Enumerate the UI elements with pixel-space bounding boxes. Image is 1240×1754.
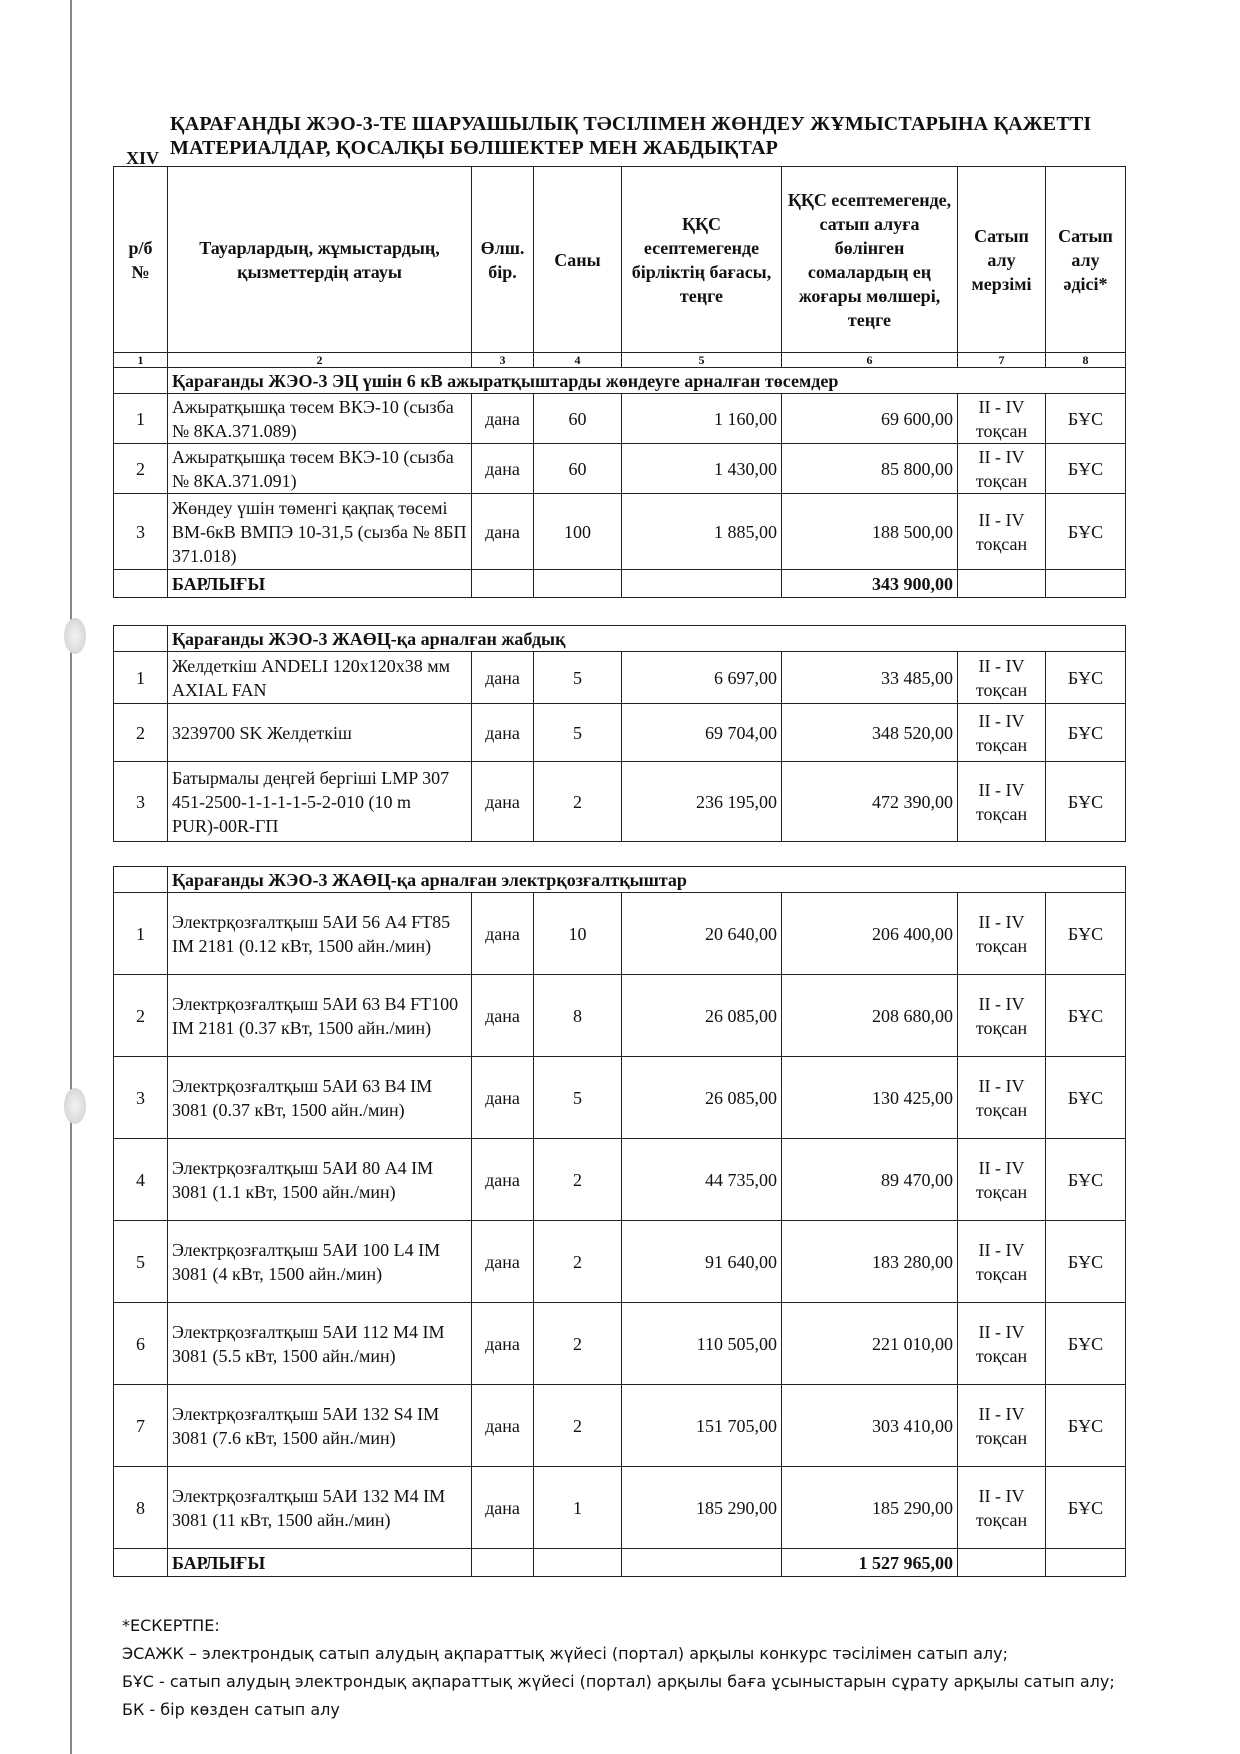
item-name: Электрқозғалтқыш 5АИ 100 L4 IM 3081 (4 кВт, 1500 айн./мин) [168, 1221, 472, 1303]
item-method: БҰС [1046, 1385, 1126, 1467]
item-qty: 1 [534, 1467, 622, 1549]
section-title: Қарағанды ЖЭО-3 ЭЦ үшін 6 кВ ажыратқыштарды жөндеуге арналған төсемдер [168, 368, 1126, 394]
item-unit: дана [472, 1139, 534, 1221]
table-row [114, 1057, 1126, 1139]
item-period: II - IV тоқсан [958, 762, 1046, 842]
item-unit: дана [472, 1221, 534, 1303]
col-header-qty: Саны [534, 167, 622, 353]
table-row [114, 394, 1126, 444]
margin-line [70, 0, 72, 1754]
item-name: Электрқозғалтқыш 5АИ 132 М4 IM 3081 (11 кВт, 1500 айн./мин) [168, 1467, 472, 1549]
item-unit: дана [472, 975, 534, 1057]
table-row [114, 893, 1126, 975]
item-method: БҰС [1046, 444, 1126, 494]
item-price: 1 160,00 [622, 394, 782, 444]
col-header-number: р/б № [114, 167, 168, 353]
item-method: БҰС [1046, 394, 1126, 444]
table-row [114, 1221, 1126, 1303]
item-period: II - IV тоқсан [958, 1385, 1046, 1467]
col-num: 3 [472, 353, 534, 368]
table-row [114, 1139, 1126, 1221]
item-sum: 130 425,00 [782, 1057, 958, 1139]
item-period: II - IV тоқсан [958, 1303, 1046, 1385]
table-row [114, 494, 1126, 570]
punch-hole [64, 618, 86, 654]
row-number: 1 [114, 394, 168, 444]
materials-table-2 [113, 625, 1126, 842]
item-price: 1 430,00 [622, 444, 782, 494]
item-sum: 188 500,00 [782, 494, 958, 570]
item-qty: 2 [534, 1221, 622, 1303]
table-row [114, 652, 1126, 704]
col-num: 2 [168, 353, 472, 368]
item-method: БҰС [1046, 494, 1126, 570]
title-line-1: ҚАРАҒАНДЫ ЖЭО-3-ТЕ ШАРУАШЫЛЫҚ ТӘСІЛІМЕН ЖӨНДЕУ ЖҰМЫСТАРЫНА ҚАЖЕТТІ [170, 113, 1092, 135]
item-sum: 206 400,00 [782, 893, 958, 975]
item-price: 6 697,00 [622, 652, 782, 704]
item-name: Электрқозғалтқыш 5АИ 80 А4 IM 3081 (1.1 кВт, 1500 айн./мин) [168, 1139, 472, 1221]
total-row [114, 570, 1126, 598]
row-number: 7 [114, 1385, 168, 1467]
item-name: Ажыратқышқа төсем ВКЭ-10 (сызба № 8КА.371.091) [168, 444, 472, 494]
item-unit: дана [472, 893, 534, 975]
item-unit: дана [472, 394, 534, 444]
row-number: 4 [114, 1139, 168, 1221]
item-method: БҰС [1046, 893, 1126, 975]
item-name: Электрқозғалтқыш 5АИ 63 В4 IM 3081 (0.37 кВт, 1500 айн./мин) [168, 1057, 472, 1139]
item-method: БҰС [1046, 1467, 1126, 1549]
item-method: БҰС [1046, 762, 1126, 842]
row-number: 5 [114, 1221, 168, 1303]
col-header-unit-price: ҚҚС есептемегенде бірліктің бағасы, теңге [622, 167, 782, 353]
table-row [114, 444, 1126, 494]
item-qty: 5 [534, 1057, 622, 1139]
item-unit: дана [472, 1303, 534, 1385]
table-row [114, 1467, 1126, 1549]
item-price: 26 085,00 [622, 975, 782, 1057]
item-price: 1 885,00 [622, 494, 782, 570]
item-price: 185 290,00 [622, 1467, 782, 1549]
table-row [114, 762, 1126, 842]
section-row [114, 368, 1126, 394]
col-header-period: Сатып алу мерзімі [958, 167, 1046, 353]
row-number: 2 [114, 975, 168, 1057]
item-unit: дана [472, 444, 534, 494]
item-unit: дана [472, 1385, 534, 1467]
row-number: 8 [114, 1467, 168, 1549]
header-row [114, 167, 1126, 353]
section-row [114, 626, 1126, 652]
item-sum: 348 520,00 [782, 704, 958, 762]
item-period: II - IV тоқсан [958, 1139, 1046, 1221]
materials-table-3 [113, 866, 1126, 1577]
item-sum: 89 470,00 [782, 1139, 958, 1221]
col-header-name: Тауарлардың, жұмыстардың, қызметтердің атауы [168, 167, 472, 353]
footnote [122, 1612, 1115, 1724]
document-title [170, 112, 1091, 160]
row-number: 3 [114, 1057, 168, 1139]
section-title: Қарағанды ЖЭО-3 ЖАӨЦ-қа арналған жабдық [168, 626, 1126, 652]
item-sum: 69 600,00 [782, 394, 958, 444]
col-num: 7 [958, 353, 1046, 368]
col-num: 8 [1046, 353, 1126, 368]
item-method: БҰС [1046, 1303, 1126, 1385]
item-price: 236 195,00 [622, 762, 782, 842]
item-qty: 2 [534, 1385, 622, 1467]
row-number: 6 [114, 1303, 168, 1385]
materials-table-1 [113, 166, 1126, 598]
item-price: 26 085,00 [622, 1057, 782, 1139]
item-price: 110 505,00 [622, 1303, 782, 1385]
col-header-max-sum: ҚҚС есептемегенде, сатып алуға бөлінген сомалардың ең жоғары мөлшері, теңге [782, 167, 958, 353]
item-sum: 221 010,00 [782, 1303, 958, 1385]
item-qty: 5 [534, 652, 622, 704]
punch-hole [64, 1088, 86, 1124]
item-name: Электрқозғалтқыш 5АИ 112 М4 IM 3081 (5.5 кВт, 1500 айн./мин) [168, 1303, 472, 1385]
item-period: II - IV тоқсан [958, 975, 1046, 1057]
item-name: Батырмалы деңгей бергіші LMP 307 451-2500-1-1-1-1-5-2-010 (10 m PUR)-00R-ГП [168, 762, 472, 842]
item-qty: 100 [534, 494, 622, 570]
item-sum: 185 290,00 [782, 1467, 958, 1549]
section-title: Қарағанды ЖЭО-3 ЖАӨЦ-қа арналған электрқозғалтқыштар [168, 867, 1126, 893]
row-number: 1 [114, 893, 168, 975]
item-period: II - IV тоқсан [958, 444, 1046, 494]
col-header-unit: Өлш. бір. [472, 167, 534, 353]
table-row [114, 704, 1126, 762]
footnote-line: ЭСАЖК – электрондық сатып алудың ақпараттық жүйесі (портал) арқылы конкурс тәсілімен сатып алу; [122, 1644, 1009, 1663]
item-method: БҰС [1046, 1057, 1126, 1139]
item-unit: дана [472, 1467, 534, 1549]
total-value: 1 527 965,00 [782, 1549, 958, 1577]
item-period: II - IV тоқсан [958, 893, 1046, 975]
document-header [120, 112, 1130, 170]
item-qty: 60 [534, 394, 622, 444]
table-row [114, 975, 1126, 1057]
item-price: 44 735,00 [622, 1139, 782, 1221]
item-qty: 5 [534, 704, 622, 762]
footnote-line: БК - бір көзден сатып алу [122, 1700, 340, 1719]
item-qty: 8 [534, 975, 622, 1057]
col-num: 5 [622, 353, 782, 368]
total-value: 343 900,00 [782, 570, 958, 598]
item-sum: 472 390,00 [782, 762, 958, 842]
item-name: Жөндеу үшін төменгі қақпақ төсемі ВМ-6кВ ВМПЭ 10-31,5 (сызба № 8БП 371.018) [168, 494, 472, 570]
row-number: 3 [114, 494, 168, 570]
item-unit: дана [472, 704, 534, 762]
item-method: БҰС [1046, 1221, 1126, 1303]
row-number: 1 [114, 652, 168, 704]
section-number: XIV [126, 148, 160, 168]
item-qty: 2 [534, 762, 622, 842]
item-period: II - IV тоқсан [958, 652, 1046, 704]
row-number: 3 [114, 762, 168, 842]
item-period: II - IV тоқсан [958, 394, 1046, 444]
item-method: БҰС [1046, 704, 1126, 762]
footnote-heading: *ЕСКЕРТПЕ: [122, 1616, 220, 1635]
item-period: II - IV тоқсан [958, 1467, 1046, 1549]
item-unit: дана [472, 762, 534, 842]
item-method: БҰС [1046, 975, 1126, 1057]
item-name: Электрқозғалтқыш 5АИ 132 S4 IM 3081 (7.6 кВт, 1500 айн./мин) [168, 1385, 472, 1467]
item-name: Электрқозғалтқыш 5АИ 63 В4 FT100 IM 2181 (0.37 кВт, 1500 айн./мин) [168, 975, 472, 1057]
item-name: Электрқозғалтқыш 5АИ 56 А4 FT85 IM 2181 (0.12 кВт, 1500 айн./мин) [168, 893, 472, 975]
row-number: 2 [114, 444, 168, 494]
total-label: БАРЛЫҒЫ [168, 1549, 472, 1577]
title-line-2: МАТЕРИАЛДАР, ҚОСАЛҚЫ БӨЛШЕКТЕР МЕН ЖАБДЫҚТАР [170, 137, 779, 159]
item-period: II - IV тоқсан [958, 494, 1046, 570]
item-qty: 10 [534, 893, 622, 975]
item-name: Ажыратқышқа төсем ВКЭ-10 (сызба № 8КА.371.089) [168, 394, 472, 444]
item-method: БҰС [1046, 1139, 1126, 1221]
item-unit: дана [472, 1057, 534, 1139]
col-num: 6 [782, 353, 958, 368]
item-period: II - IV тоқсан [958, 704, 1046, 762]
item-price: 20 640,00 [622, 893, 782, 975]
col-num: 1 [114, 353, 168, 368]
item-price: 151 705,00 [622, 1385, 782, 1467]
item-unit: дана [472, 494, 534, 570]
col-header-method: Сатып алу әдісі* [1046, 167, 1126, 353]
item-sum: 183 280,00 [782, 1221, 958, 1303]
item-qty: 2 [534, 1139, 622, 1221]
footnote-line: БҰС - сатып алудың электрондық ақпараттық жүйесі (портал) арқылы баға ұсыныстарын сұрату арқылы сатып алу; [122, 1672, 1115, 1691]
item-period: II - IV тоқсан [958, 1221, 1046, 1303]
table-row [114, 1303, 1126, 1385]
column-number-row [114, 353, 1126, 368]
item-period: II - IV тоқсан [958, 1057, 1046, 1139]
item-name: 3239700 SK Желдеткіш [168, 704, 472, 762]
item-qty: 60 [534, 444, 622, 494]
item-unit: дана [472, 652, 534, 704]
item-qty: 2 [534, 1303, 622, 1385]
item-price: 91 640,00 [622, 1221, 782, 1303]
item-sum: 208 680,00 [782, 975, 958, 1057]
item-method: БҰС [1046, 652, 1126, 704]
item-sum: 85 800,00 [782, 444, 958, 494]
table-row [114, 1385, 1126, 1467]
col-num: 4 [534, 353, 622, 368]
section-row [114, 867, 1126, 893]
row-number: 2 [114, 704, 168, 762]
item-price: 69 704,00 [622, 704, 782, 762]
total-label: БАРЛЫҒЫ [168, 570, 472, 598]
item-sum: 33 485,00 [782, 652, 958, 704]
item-name: Желдеткіш ANDELI 120x120x38 мм AXIAL FAN [168, 652, 472, 704]
total-row [114, 1549, 1126, 1577]
item-sum: 303 410,00 [782, 1385, 958, 1467]
